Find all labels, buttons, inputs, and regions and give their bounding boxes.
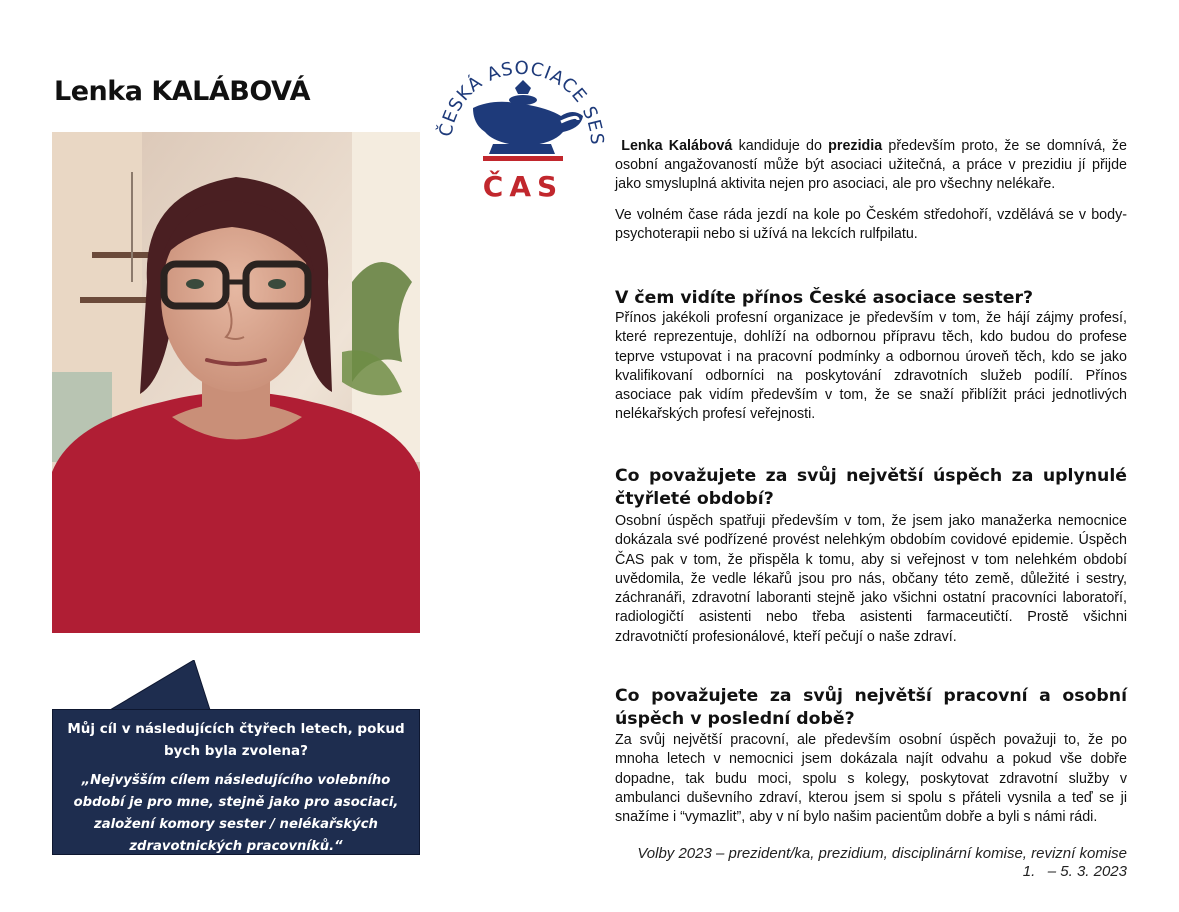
section-body: Přínos jakékoli profesní organizace je především v tom, že hájí zájmy profesí, které reprezentuje, dohlíží na odbornou přípravu těch, kdo budou do profese teprve vstupovat i na pracovní podmínky a odbornou úroveň těch, kdo se jako kvalifikovaní odborníci na poskytování zdravotních služeb podílí. Přínos asociace pak vidím především v tom, že se snaží přiblížit práci jednotlivých nelékařských profesí veřejnosti. (615, 310, 1127, 423)
section-body: Osobní úspěch spatřuji především v tom, že jsem jako manažerka nemocnice dokázala své podřízené provést nelehkým obdobím covidové epidemie. Úspěch ČAS pak v tom, že přispěla k tomu, aby si veřejnost v tom nelehkém období uvědomila, že vedle lékařů jsou pro nás, občany této země, důležité i sestry, záchranáři, zdravotní laboranti stejně jako všichni ostatní pracovníci laboratoří, radiologičtí asistenti nebo třeba asistenti farmaceutičtí. Prostě všichni zdravotničtí profesionálové, kteří pečují o naše zdraví. (615, 513, 1127, 645)
logo-arc-text: ČESKÁ ASOCIACE SES (435, 57, 608, 147)
goal-answer: „Nejvyšším cílem následujícího volebního období je pro mne, stejně jako pro asociaci, založení komory sester / nelékařských zdravotnických pracovníků.“ (73, 773, 399, 854)
cas-logo (433, 36, 608, 206)
candidate-name: Lenka KALÁBOVÁ (54, 76, 310, 107)
intro-hobbies (615, 206, 1127, 244)
speech-bubble-tail (110, 660, 220, 712)
section-heading: Co považujete za svůj největší úspěch za uplynulé čtyřleté období? (615, 466, 1127, 509)
section-body: Za svůj největší pracovní, ale především osobní úspěch považuji to, že po mnoha letech v nemocnici jsem dokázala najít odvahu a pokud vše dobře dopadne, tak budu moci, spolu s kolegy, poskytovat zdravotní služby v ambulanci duševního zdraví, kterou jsem si spolu s přáteli vysnila a teď se ji snažíme i “vymazlit”, aby v ní bylo našim pacientům dobře a byli s námi rádi. (615, 732, 1127, 826)
section-heading: Co považujete za svůj největší pracovní a osobní úspěch v poslední době? (615, 686, 1127, 729)
footer-dates: 1. – 5. 3. 2023 (1022, 863, 1127, 880)
goal-question: Můj cíl v následujících čtyřech letech, pokud bych byla zvolena? (67, 721, 405, 759)
goal-speech-bubble (52, 709, 420, 855)
intro-role: prezidia (828, 138, 883, 154)
intro-text-2: především proto, že se domnívá, že osobní angažovaností může být asociaci užitečná, a práce v prezidiu jí přijde jako smysluplná aktivita nejen pro asociaci, ale pro všechny nelékaře. (615, 138, 1127, 192)
intro-hobbies-text: Ve volném čase ráda jezdí na kole po Českém středohoří, vzdělává se v body-psychoterapii nebo si užívá na lekcích rulfpilatu. (615, 207, 1127, 242)
intro-paragraph (615, 137, 1127, 194)
logo-abbr: ČAS (482, 170, 564, 203)
section-heading: V čem vidíte přínos České asociace sester? (615, 288, 1034, 308)
election-footer (637, 845, 1127, 881)
candidate-photo (52, 132, 420, 633)
footer-title: Volby 2023 – prezident/ka, prezidium, disciplinární komise, revizní komise (637, 845, 1127, 862)
intro-text-1: kandiduje do (732, 138, 829, 154)
intro-name: Lenka Kalábová (621, 138, 733, 154)
